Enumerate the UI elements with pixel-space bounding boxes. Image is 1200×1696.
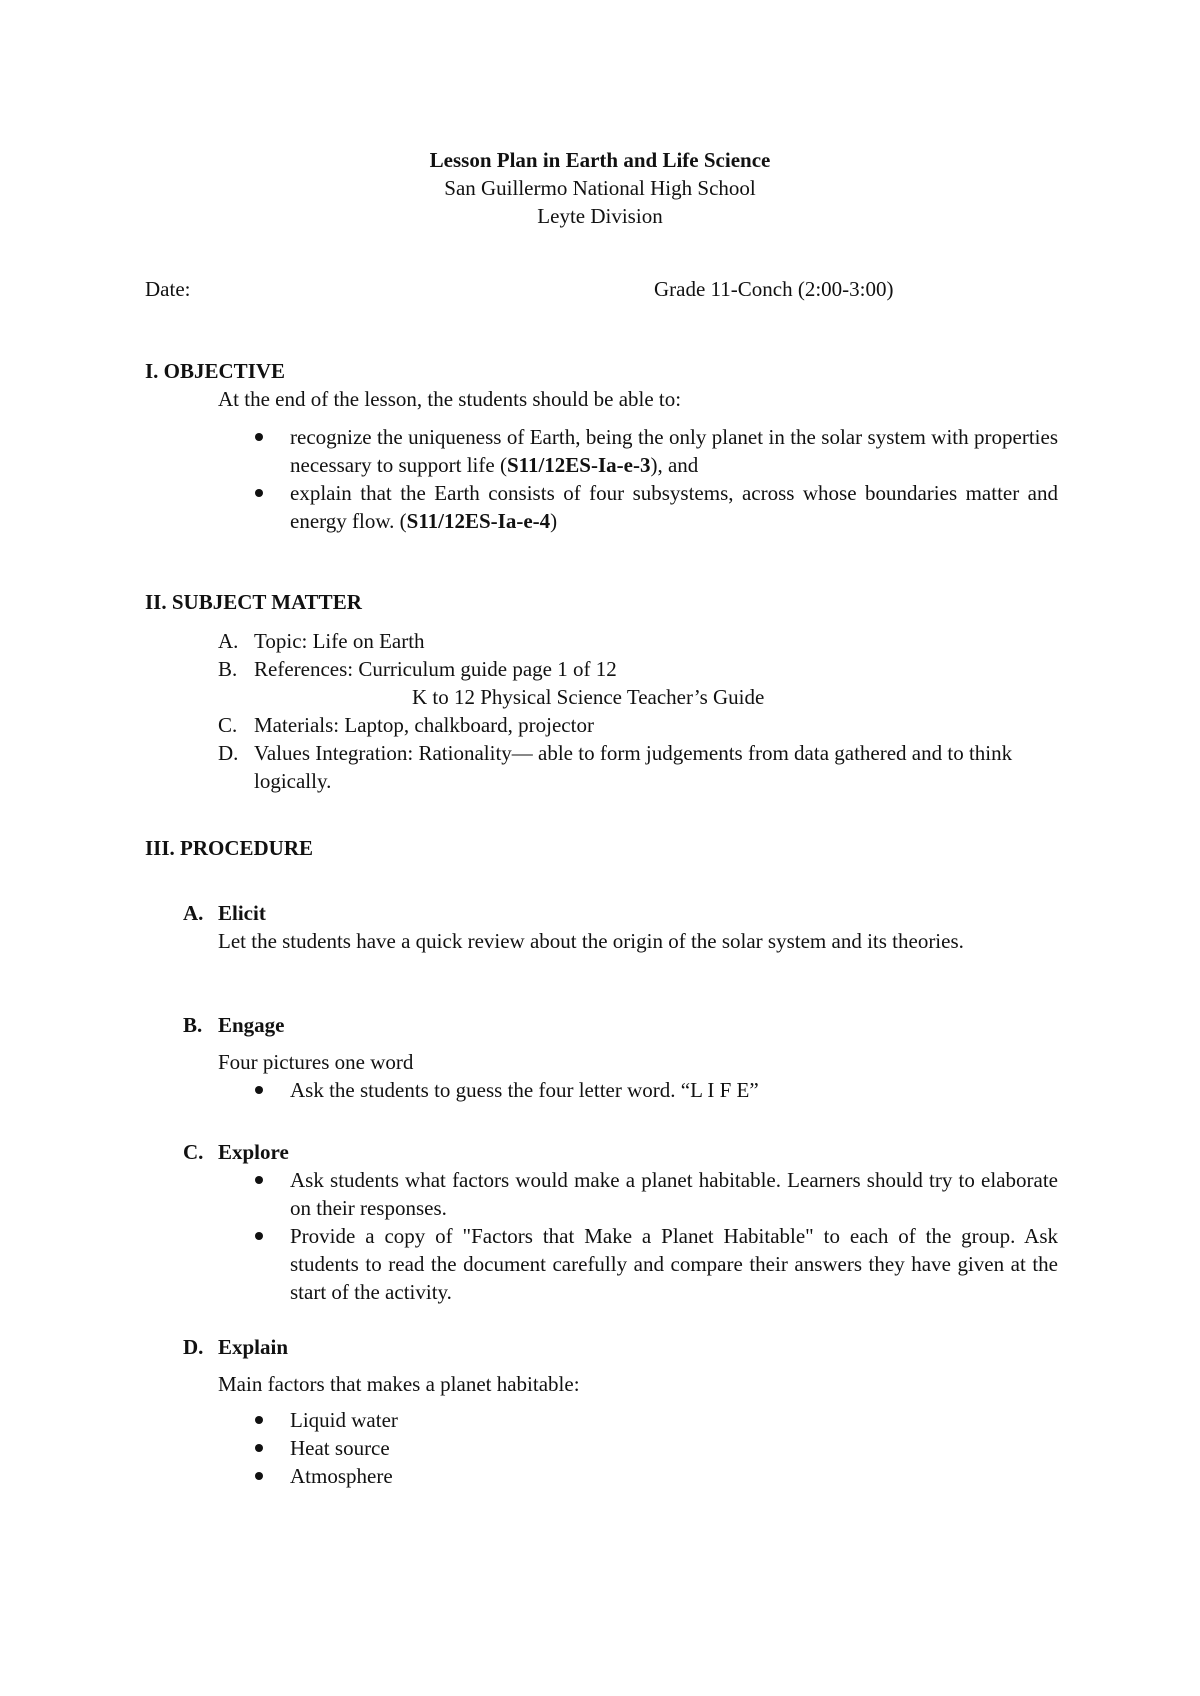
explore-heading <box>183 1138 289 1166</box>
engage-heading <box>183 1011 285 1039</box>
explore-title: Explore <box>218 1140 289 1164</box>
explore-item <box>218 1166 1058 1222</box>
objective-item-suffix: ), and <box>650 453 699 477</box>
engage-item <box>218 1076 1058 1104</box>
item-text: References: Curriculum guide page 1 of 12 <box>254 657 617 681</box>
objective-item-code: S11/12ES-Ia-e-3 <box>506 453 651 477</box>
procedure-heading: III. PROCEDURE <box>145 836 314 860</box>
explain-item-text: Atmosphere <box>290 1464 393 1488</box>
objective-list <box>218 423 1058 535</box>
item-letter: B. <box>218 657 238 681</box>
date-line <box>145 275 1145 303</box>
bullet-icon <box>255 433 263 441</box>
item-letter: C. <box>218 713 238 737</box>
objective-item <box>218 479 1058 535</box>
reference-extra: K to 12 Physical Science Teacher’s Guide <box>412 685 765 709</box>
subject-matter-item <box>218 627 1058 655</box>
subject-matter-item <box>218 711 1058 739</box>
subject-matter-item <box>218 739 1058 795</box>
item-letter: D. <box>218 741 239 765</box>
bullet-icon <box>255 1416 263 1424</box>
subject-matter-list <box>218 627 1058 795</box>
objective-item-code: S11/12ES-Ia-e-4 <box>406 509 551 533</box>
elicit-label: A. <box>183 901 204 925</box>
explain-intro: Main factors that makes a planet habitable: <box>218 1372 580 1396</box>
explain-item-text: Heat source <box>290 1436 390 1460</box>
explore-item <box>218 1222 1058 1306</box>
explore-item-text: Ask students what factors would make a planet habitable. Learners should try to elaborate on their responses. <box>290 1168 1058 1220</box>
elicit-title: Elicit <box>218 901 266 925</box>
explain-heading <box>183 1333 288 1361</box>
explain-item-text: Liquid water <box>290 1408 398 1432</box>
engage-label: B. <box>183 1013 203 1037</box>
grade-section: Grade 11-Conch (2:00-3:00) <box>654 277 894 301</box>
item-text: Values Integration: Rationality— able to form judgements from data gathered and to think logically. <box>254 741 1013 793</box>
explain-item <box>218 1406 1058 1434</box>
explore-item-text: Provide a copy of "Factors that Make a Planet Habitable" to each of the group. Ask students to read the document carefully and compare their answers they have given at the start of the activity. <box>290 1224 1058 1304</box>
document-title: Lesson Plan in Earth and Life Science <box>429 148 771 172</box>
subject-matter-item <box>218 655 1058 711</box>
objective-item-text: explain that the Earth consists of four subsystems, across whose boundaries matter and energy flow. ( <box>290 481 1058 533</box>
bullet-icon <box>255 489 263 497</box>
bullet-icon <box>255 1232 263 1240</box>
elicit-heading <box>183 899 266 927</box>
engage-intro: Four pictures one word <box>218 1050 414 1074</box>
objective-item <box>218 423 1058 479</box>
explain-list <box>218 1406 1058 1490</box>
division-name: Leyte Division <box>537 204 663 228</box>
objective-item-suffix: ) <box>550 509 558 533</box>
item-text: Topic: Life on Earth <box>254 629 425 653</box>
date-label: Date: <box>145 277 191 301</box>
explain-item <box>218 1462 1058 1490</box>
objective-heading: I. OBJECTIVE <box>145 359 286 383</box>
bullet-icon <box>255 1444 263 1452</box>
elicit-text: Let the students have a quick review about the origin of the solar system and its theories. <box>218 929 964 953</box>
explore-list <box>218 1166 1058 1306</box>
bullet-icon <box>255 1086 263 1094</box>
item-letter: A. <box>218 629 239 653</box>
engage-list <box>218 1076 1058 1104</box>
bullet-icon <box>255 1472 263 1480</box>
bullet-icon <box>255 1176 263 1184</box>
explain-title: Explain <box>218 1335 289 1359</box>
engage-title: Engage <box>218 1013 285 1037</box>
engage-item-text: Ask the students to guess the four letter word. “L I F E” <box>290 1078 759 1102</box>
school-name: San Guillermo National High School <box>444 176 756 200</box>
document-header <box>0 146 1200 230</box>
subject-matter-heading: II. SUBJECT MATTER <box>145 590 362 614</box>
explain-label: D. <box>183 1335 204 1359</box>
objective-intro: At the end of the lesson, the students should be able to: <box>218 387 682 411</box>
objective-item-text: recognize the uniqueness of Earth, being the only planet in the solar system with properties necessary to support life ( <box>290 425 1058 477</box>
item-text: Materials: Laptop, chalkboard, projector <box>254 713 594 737</box>
explain-item <box>218 1434 1058 1462</box>
explore-label: C. <box>183 1140 204 1164</box>
